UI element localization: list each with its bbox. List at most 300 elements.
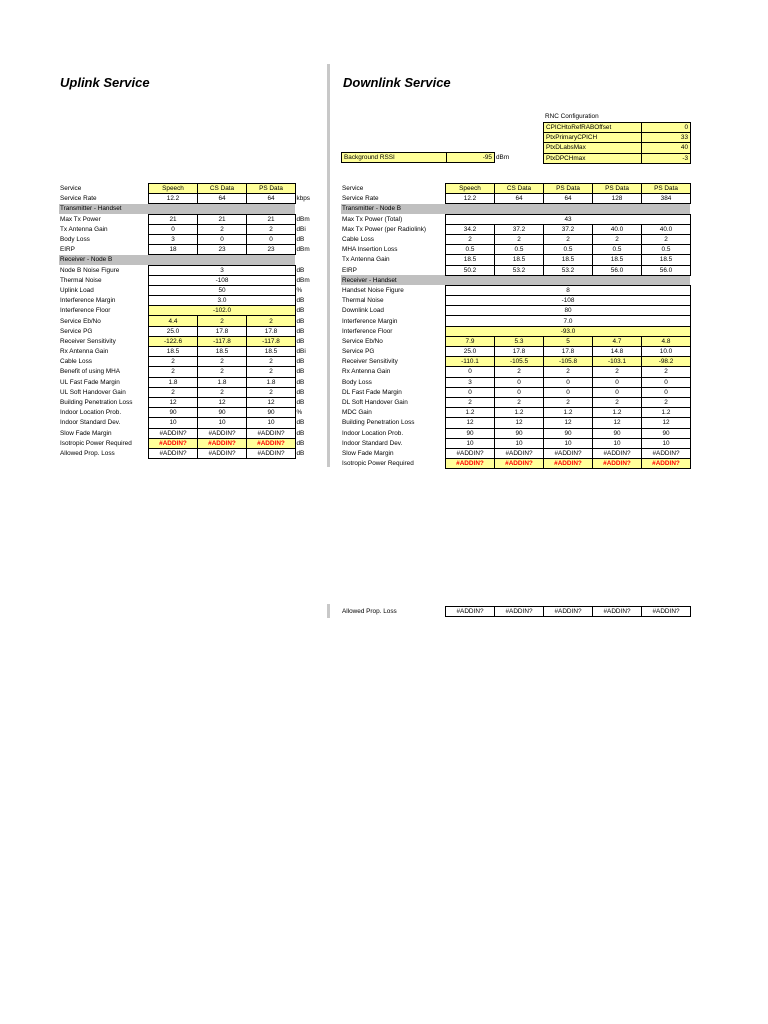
row-body-loss <box>341 377 690 387</box>
value-cell: 64 <box>197 194 246 204</box>
value-cell: 1.2 <box>445 408 494 418</box>
row-label: Receiver - Handset <box>341 275 445 285</box>
value-cell: 21 <box>148 214 197 224</box>
section-fill <box>148 204 295 214</box>
value-cell: #ADDIN? <box>445 459 494 469</box>
row-service <box>59 184 319 194</box>
row-label: Body Loss <box>60 236 90 244</box>
value-cell: 2 <box>494 234 543 244</box>
value-cell: 10 <box>592 438 641 448</box>
row-label: Benefit of using MHA <box>60 368 121 376</box>
value-cell: 18.5 <box>641 255 690 265</box>
row-service-eb-no <box>341 336 690 346</box>
row-mha-insertion-loss <box>341 245 690 255</box>
value-cell: 90 <box>246 408 295 418</box>
value-cell: 2 <box>197 387 246 397</box>
value-cell: 18.5 <box>148 347 197 357</box>
row-label: DL Fast Fade Margin <box>342 388 402 396</box>
row-label: Max Tx Power (Total) <box>342 215 403 223</box>
downlink-table <box>341 183 691 469</box>
value-cell: 12 <box>246 397 295 407</box>
column-header: CS Data <box>197 184 246 194</box>
rnc-key: PtxPrimaryCPICH <box>544 133 642 143</box>
unit-cell: dB <box>296 266 305 274</box>
row-label: Service <box>60 185 82 193</box>
row-slow-fade-margin <box>341 448 690 458</box>
row-label: Receiver Sensitivity <box>60 337 116 345</box>
row-max-tx-power-total <box>341 214 690 224</box>
row-tx-antenna-gain <box>341 255 690 265</box>
row-label: EIRP <box>60 246 75 254</box>
merged-value: 8 <box>445 285 690 295</box>
row-label: Downlink Load <box>342 307 384 315</box>
value-cell: #ADDIN? <box>445 448 494 458</box>
value-cell: 0 <box>592 387 641 397</box>
row-handset-noise-figure <box>341 285 690 295</box>
row-label: Indoor Standard Dev. <box>342 439 403 447</box>
value-cell: 56.0 <box>641 265 690 275</box>
value-cell: 2 <box>246 367 295 377</box>
row-label: Cable Loss <box>342 236 374 244</box>
unit-cell: dBi <box>296 348 306 356</box>
row-label: Node B Noise Figure <box>60 266 120 274</box>
unit-cell: dB <box>296 439 305 447</box>
value-cell: #ADDIN? <box>592 459 641 469</box>
value-cell: #ADDIN? <box>246 448 295 458</box>
value-cell: 0 <box>197 234 246 244</box>
row-allowed-prop-loss <box>341 607 690 617</box>
row-rx-antenna-gain <box>59 347 319 357</box>
value-cell: 7.9 <box>445 336 494 346</box>
unit-cell: dB <box>296 449 305 457</box>
value-cell: 90 <box>445 428 494 438</box>
value-cell: 0 <box>641 377 690 387</box>
value-cell: 10 <box>641 438 690 448</box>
row-eirp <box>341 265 690 275</box>
column-header: CS Data <box>494 184 543 194</box>
value-cell: -122.6 <box>148 336 197 346</box>
value-cell: 0.5 <box>494 245 543 255</box>
row-label: Service Rate <box>342 195 379 203</box>
row-service-rate <box>59 194 319 204</box>
downlink-allowed-loss-table <box>341 606 691 617</box>
value-cell: #ADDIN? <box>148 438 197 448</box>
value-cell: #ADDIN? <box>494 607 543 617</box>
merged-value: 7.0 <box>445 316 690 326</box>
row-mdc-gain <box>341 408 690 418</box>
value-cell: 53.2 <box>543 265 592 275</box>
value-cell: 12 <box>641 418 690 428</box>
value-cell: 37.2 <box>543 224 592 234</box>
value-cell: 2 <box>445 397 494 407</box>
uplink-table <box>59 183 319 459</box>
row-receiver-node-b <box>59 255 319 265</box>
row-dl-fast-fade-margin <box>341 387 690 397</box>
row-label: Indoor Standard Dev. <box>60 419 121 427</box>
value-cell: 2 <box>148 367 197 377</box>
value-cell: 12 <box>197 397 246 407</box>
row-label: Rx Antenna Gain <box>342 368 391 376</box>
value-cell: 0 <box>494 377 543 387</box>
value-cell: 2 <box>592 397 641 407</box>
uplink-title: Uplink Service <box>60 75 150 90</box>
row-receiver-sensitivity <box>59 336 319 346</box>
column-header: Speech <box>148 184 197 194</box>
row-service-pg <box>59 326 319 336</box>
value-cell: 0 <box>592 377 641 387</box>
row-label: Service <box>342 185 364 193</box>
value-cell: 10 <box>197 418 246 428</box>
value-cell: 18.5 <box>543 255 592 265</box>
value-cell: 50.2 <box>445 265 494 275</box>
value-cell: 2 <box>246 387 295 397</box>
value-cell: -110.1 <box>445 357 494 367</box>
value-cell: #ADDIN? <box>641 448 690 458</box>
value-cell: 0.5 <box>641 245 690 255</box>
row-label: Handset Noise Figure <box>342 286 404 294</box>
value-cell: #ADDIN? <box>543 448 592 458</box>
merged-value: -108 <box>148 275 295 285</box>
value-cell: 2 <box>197 224 246 234</box>
value-cell: 2 <box>543 397 592 407</box>
row-indoor-location-prob <box>341 428 690 438</box>
row-transmitter-node-b <box>341 204 690 214</box>
row-label: Receiver Sensitivity <box>342 358 398 366</box>
value-cell: 12.2 <box>445 194 494 204</box>
unit-cell: dBm <box>296 246 310 254</box>
row-label: Transmitter - Node B <box>341 204 445 214</box>
row-isotropic-power-required <box>341 459 690 469</box>
value-cell: 4.4 <box>148 316 197 326</box>
value-cell: 21 <box>246 214 295 224</box>
row-service-rate <box>341 194 690 204</box>
row-label: MDC Gain <box>342 409 372 417</box>
value-cell: 4.7 <box>592 336 641 346</box>
value-cell: 0.5 <box>592 245 641 255</box>
column-header: PS Data <box>246 184 295 194</box>
value-cell: 17.8 <box>494 347 543 357</box>
row-receiver-sensitivity <box>341 357 690 367</box>
value-cell: 10 <box>148 418 197 428</box>
section-fill <box>445 204 690 214</box>
value-cell: 25.0 <box>148 326 197 336</box>
value-cell: 18.5 <box>445 255 494 265</box>
column-separator <box>327 64 330 467</box>
value-cell: 12 <box>148 397 197 407</box>
value-cell: -117.8 <box>197 336 246 346</box>
value-cell: 3 <box>445 377 494 387</box>
row-label: Uplink Load <box>60 286 94 294</box>
unit-cell: dB <box>296 388 305 396</box>
row-label: MHA Insertion Loss <box>342 246 398 254</box>
rnc-value: 0 <box>642 123 691 133</box>
merged-value: 3.0 <box>148 296 295 306</box>
row-label: Indoor Location Prob. <box>342 429 404 437</box>
row-label: Service Eb/No <box>60 317 101 325</box>
value-cell: 0.5 <box>445 245 494 255</box>
row-label: Rx Antenna Gain <box>60 348 109 356</box>
row-label: Cable Loss <box>60 358 92 366</box>
value-cell: 1.2 <box>494 408 543 418</box>
value-cell: 0 <box>641 387 690 397</box>
row-label: Building Penetration Loss <box>60 399 133 407</box>
row-label: Isotropic Power Required <box>342 460 414 468</box>
row-label: Interference Floor <box>60 307 111 315</box>
value-cell: 0 <box>494 387 543 397</box>
row-label: Transmitter - Handset <box>59 204 148 214</box>
row-thermal-noise <box>341 296 690 306</box>
row-building-penetration-loss <box>341 418 690 428</box>
row-rx-antenna-gain <box>341 367 690 377</box>
value-cell: #ADDIN? <box>592 448 641 458</box>
row-node-b-noise-figure <box>59 265 319 275</box>
value-cell: 0 <box>543 377 592 387</box>
row-tx-antenna-gain <box>59 224 319 234</box>
value-cell: 90 <box>148 408 197 418</box>
row-label: Tx Antenna Gain <box>342 256 390 264</box>
value-cell: 0.5 <box>543 245 592 255</box>
unit-cell: dB <box>296 419 305 427</box>
unit-cell: dB <box>296 368 305 376</box>
row-label: Interference Margin <box>60 297 116 305</box>
row-label: Service PG <box>342 348 375 356</box>
row-label: EIRP <box>342 266 357 274</box>
unit-cell <box>295 204 319 214</box>
value-cell: 10 <box>494 438 543 448</box>
value-cell: 2 <box>592 234 641 244</box>
value-cell: #ADDIN? <box>197 448 246 458</box>
value-cell: #ADDIN? <box>148 448 197 458</box>
row-service <box>341 184 690 194</box>
rnc-key: CPICHtoRefRABOffset <box>544 123 642 133</box>
merged-value: 50 <box>148 285 295 295</box>
value-cell: 12.2 <box>148 194 197 204</box>
row-label: UL Soft Handover Gain <box>60 388 126 396</box>
row-indoor-standard-dev <box>341 438 690 448</box>
row-label: Service Eb/No <box>342 337 383 345</box>
value-cell: 34.2 <box>445 224 494 234</box>
value-cell: 1.2 <box>592 408 641 418</box>
value-cell: #ADDIN? <box>197 438 246 448</box>
row-body-loss <box>59 234 319 244</box>
row-label: Building Penetration Loss <box>342 419 415 427</box>
rnc-row-ptxdpchmax <box>544 153 691 163</box>
unit-cell: dBm <box>296 215 310 223</box>
value-cell: 2 <box>641 234 690 244</box>
value-cell: 2 <box>494 367 543 377</box>
rnc-config-table <box>543 122 691 164</box>
merged-value: 43 <box>445 214 690 224</box>
value-cell: 90 <box>641 428 690 438</box>
value-cell: 25.0 <box>445 347 494 357</box>
row-label: Receiver - Node B <box>59 255 148 265</box>
value-cell: 0 <box>543 387 592 397</box>
value-cell: 18.5 <box>494 255 543 265</box>
merged-value: -108 <box>445 296 690 306</box>
row-interference-margin <box>341 316 690 326</box>
value-cell: 14.8 <box>592 347 641 357</box>
rnc-value: -3 <box>642 153 691 163</box>
value-cell: 12 <box>445 418 494 428</box>
value-cell: 18.5 <box>246 347 295 357</box>
row-label: Thermal Noise <box>60 276 102 284</box>
value-cell: #ADDIN? <box>246 438 295 448</box>
value-cell: 23 <box>197 245 246 255</box>
row-ul-fast-fade-margin <box>59 377 319 387</box>
row-downlink-load <box>341 306 690 316</box>
value-cell: 17.8 <box>197 326 246 336</box>
value-cell: 90 <box>592 428 641 438</box>
value-cell: 17.8 <box>246 326 295 336</box>
row-label: Body Loss <box>342 378 372 386</box>
rnc-row-ptxprimarycpich <box>544 133 691 143</box>
unit-cell: dBi <box>296 225 306 233</box>
rnc-row-cpichtorefraboffset <box>544 123 691 133</box>
row-interference-floor <box>341 326 690 336</box>
row-label: Max Tx Power <box>60 215 101 223</box>
row-service-eb-no <box>59 316 319 326</box>
value-cell: 2 <box>246 357 295 367</box>
value-cell: #ADDIN? <box>197 428 246 438</box>
value-cell: 64 <box>543 194 592 204</box>
background-rssi-table <box>341 152 512 163</box>
row-ul-soft-handover-gain <box>59 387 319 397</box>
unit-cell: dB <box>296 236 305 244</box>
row-benefit-of-using-mha <box>59 367 319 377</box>
row-label: Allowed Prop. Loss <box>60 449 115 457</box>
value-cell: 21 <box>197 214 246 224</box>
rnc-value: 33 <box>642 133 691 143</box>
unit-cell <box>295 184 319 194</box>
row-label: UL Fast Fade Margin <box>60 378 120 386</box>
row-label: Allowed Prop. Loss <box>342 608 397 616</box>
value-cell: 10 <box>445 438 494 448</box>
rnc-key: PtxDLabsMax <box>544 143 642 153</box>
row-label: Thermal Noise <box>342 297 384 305</box>
rnc-value: 40 <box>642 143 691 153</box>
unit-cell: dB <box>296 327 305 335</box>
row-building-penetration-loss <box>59 397 319 407</box>
row-thermal-noise <box>59 275 319 285</box>
value-cell: 17.8 <box>543 347 592 357</box>
value-cell: 5 <box>543 336 592 346</box>
row-service-pg <box>341 347 690 357</box>
value-cell: 2 <box>445 234 494 244</box>
value-cell: 64 <box>246 194 295 204</box>
merged-value: -102.0 <box>148 306 295 316</box>
background-rssi-unit: dBm <box>496 154 510 162</box>
value-cell: 2 <box>641 367 690 377</box>
value-cell: 1.8 <box>246 377 295 387</box>
value-cell: #ADDIN? <box>246 428 295 438</box>
value-cell: #ADDIN? <box>494 448 543 458</box>
value-cell: 2 <box>197 316 246 326</box>
value-cell: 12 <box>543 418 592 428</box>
unit-cell: dB <box>296 317 305 325</box>
value-cell: 10.0 <box>641 347 690 357</box>
value-cell: 12 <box>592 418 641 428</box>
row-label: Interference Margin <box>342 317 398 325</box>
row-uplink-load <box>59 285 319 295</box>
unit-cell: % <box>296 286 303 294</box>
merged-value: -93.0 <box>445 326 690 336</box>
value-cell: 1.8 <box>197 377 246 387</box>
value-cell: 1.2 <box>641 408 690 418</box>
row-receiver-handset <box>341 275 690 285</box>
column-header: PS Data <box>641 184 690 194</box>
value-cell: #ADDIN? <box>445 607 494 617</box>
merged-value: 3 <box>148 265 295 275</box>
value-cell: 12 <box>494 418 543 428</box>
value-cell: 2 <box>543 367 592 377</box>
row-cable-loss <box>341 234 690 244</box>
row-allowed-prop-loss <box>59 448 319 458</box>
unit-cell: dB <box>296 307 305 315</box>
row-eirp <box>59 245 319 255</box>
value-cell: -105.5 <box>494 357 543 367</box>
column-separator-lower <box>327 604 330 618</box>
rnc-key: PtxDPCHmax <box>544 153 642 163</box>
value-cell: 5.3 <box>494 336 543 346</box>
value-cell: 23 <box>246 245 295 255</box>
row-dl-soft-handover-gain <box>341 397 690 407</box>
unit-cell: dB <box>296 297 305 305</box>
value-cell: 2 <box>197 357 246 367</box>
row-label: Slow Fade Margin <box>60 429 112 437</box>
value-cell: 64 <box>494 194 543 204</box>
value-cell: 18.5 <box>197 347 246 357</box>
value-cell: 1.2 <box>543 408 592 418</box>
value-cell: 2 <box>641 397 690 407</box>
value-cell: 2 <box>494 397 543 407</box>
value-cell: 37.2 <box>494 224 543 234</box>
column-header: PS Data <box>543 184 592 194</box>
value-cell: 40.0 <box>641 224 690 234</box>
rnc-config-title: RNC Configuration <box>545 113 599 120</box>
value-cell: 90 <box>197 408 246 418</box>
value-cell: -105.8 <box>543 357 592 367</box>
value-cell: #ADDIN? <box>494 459 543 469</box>
row-label: Service PG <box>60 327 93 335</box>
value-cell: -98.2 <box>641 357 690 367</box>
unit-cell: dB <box>296 358 305 366</box>
merged-value: 80 <box>445 306 690 316</box>
row-label: DL Soft Handover Gain <box>342 399 408 407</box>
unit-cell: % <box>296 409 303 417</box>
unit-cell: dB <box>296 337 305 345</box>
row-label: Isotropic Power Required <box>60 439 132 447</box>
value-cell: 3 <box>148 234 197 244</box>
row-max-tx-power-per-radiolink <box>341 224 690 234</box>
value-cell: 10 <box>543 438 592 448</box>
row-transmitter-handset <box>59 204 319 214</box>
value-cell: #ADDIN? <box>592 607 641 617</box>
row-label: Slow Fade Margin <box>342 449 394 457</box>
unit-cell: dB <box>296 378 305 386</box>
rnc-row-ptxdlabsmax <box>544 143 691 153</box>
row-isotropic-power-required <box>59 438 319 448</box>
value-cell: 128 <box>592 194 641 204</box>
unit-cell: dB <box>296 399 305 407</box>
row-max-tx-power <box>59 214 319 224</box>
row-indoor-standard-dev <box>59 418 319 428</box>
value-cell: 90 <box>494 428 543 438</box>
value-cell: 2 <box>197 367 246 377</box>
unit-cell: dBm <box>296 276 310 284</box>
value-cell: 2 <box>246 224 295 234</box>
row-cable-loss <box>59 357 319 367</box>
row-slow-fade-margin <box>59 428 319 438</box>
